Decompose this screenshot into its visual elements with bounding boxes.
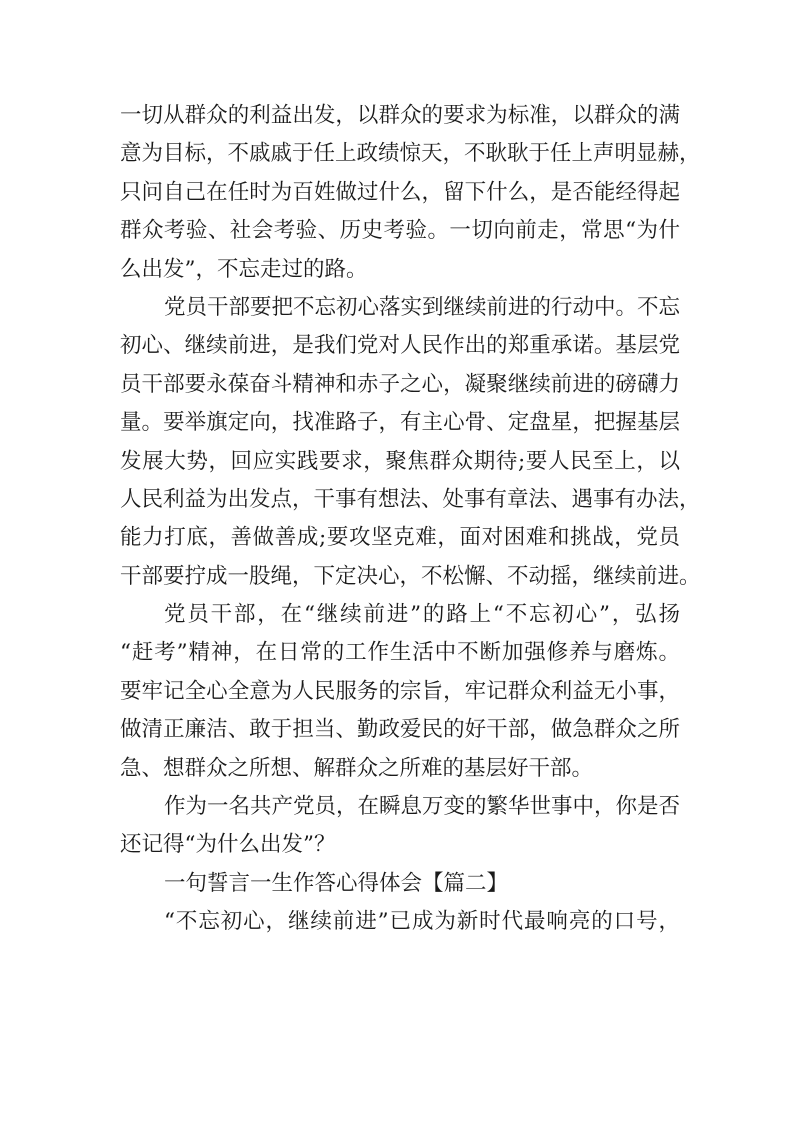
text-line: 意为目标，不戚戚于任上政绩惊天，不耿耿于任上声明显赫， [120, 141, 701, 167]
text-line: 只问自己在任时为百姓做过什么，留下什么，是否能经得起 [120, 179, 680, 205]
text-line: 量。要举旗定向，找准路子，有主心骨、定盘星，把握基层 [120, 410, 680, 436]
text-line: 初心、继续前进，是我们党对人民作出的郑重承诺。基层党 [120, 333, 680, 359]
text-line: 么出发”，不忘走过的路。 [120, 256, 368, 282]
text-line: 群众考验、社会考验、历史考验。一切向前走，常思“为什 [120, 218, 680, 244]
text-line: 能力打底，善做善成;要攻坚克难，面对困难和挑战，党员 [120, 525, 680, 551]
section-heading: 一句誓言一生作答心得体会【篇二】 [164, 870, 509, 896]
paragraph-first-line: “不忘初心，继续前进”已成为新时代最响亮的口号， [164, 909, 680, 935]
text-line: 人民利益为出发点，干事有想法、处事有章法、遇事有办法， [120, 486, 701, 512]
text-line: 员干部要永葆奋斗精神和赤子之心，凝聚继续前进的磅礴力 [120, 371, 680, 397]
text-line: “赶考”精神，在日常的工作生活中不断加强修养与磨炼。 [120, 640, 680, 666]
document-body [120, 97, 701, 942]
text-line: 一切从群众的利益出发，以群众的要求为标准，以群众的满 [120, 103, 680, 128]
text-line: 干部要拧成一股绳，下定决心，不松懈、不动摇，继续前进。 [120, 563, 701, 589]
text-line: 还记得“为什么出发”？ [120, 832, 336, 858]
paragraph-first-line: 党员干部，在“继续前进”的路上“不忘初心”，弘扬 [164, 602, 680, 628]
text-line: 急、想群众之所想、解群众之所难的基层好干部。 [120, 755, 594, 781]
text-line: 发展大势，回应实践要求，聚焦群众期待;要人民至上，以 [120, 448, 680, 474]
paragraph-first-line: 作为一名共产党员，在瞬息万变的繁华世事中，你是否 [164, 794, 681, 820]
text-line: 做清正廉洁、敢于担当、勤政爱民的好干部，做急群众之所 [120, 717, 680, 743]
text-line: 要牢记全心全意为人民服务的宗旨，牢记群众利益无小事， [120, 678, 680, 704]
paragraph-first-line: 党员干部要把不忘初心落实到继续前进的行动中。不忘 [164, 294, 681, 320]
